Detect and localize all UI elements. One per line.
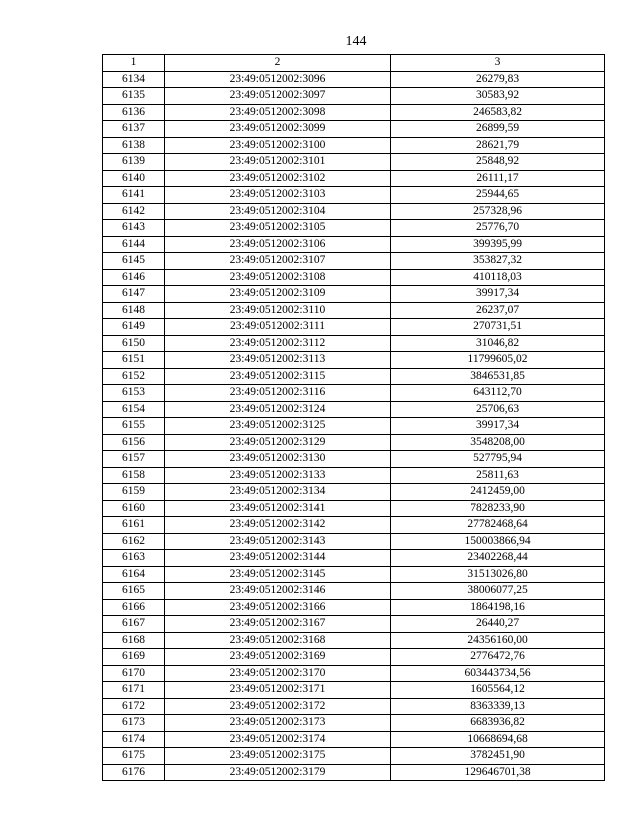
table-header-row (103, 55, 605, 72)
value-cell: 24356160,00 (391, 632, 605, 649)
cadastral-table (102, 54, 605, 781)
value-cell: 28621,79 (391, 137, 605, 154)
cadastral-number-cell: 23:49:0512002:3146 (165, 583, 391, 600)
cadastral-number-cell: 23:49:0512002:3110 (165, 302, 391, 319)
table-row (103, 319, 605, 336)
column-header: 1 (103, 55, 165, 72)
row-number-cell: 6174 (103, 731, 165, 748)
table-row (103, 682, 605, 699)
row-number-cell: 6154 (103, 401, 165, 418)
cadastral-number-cell: 23:49:0512002:3142 (165, 517, 391, 534)
cadastral-number-cell: 23:49:0512002:3168 (165, 632, 391, 649)
value-cell: 26899,59 (391, 121, 605, 138)
table-row (103, 385, 605, 402)
cadastral-number-cell: 23:49:0512002:3134 (165, 484, 391, 501)
value-cell: 643112,70 (391, 385, 605, 402)
value-cell: 1605564,12 (391, 682, 605, 699)
table-row (103, 137, 605, 154)
cadastral-number-cell: 23:49:0512002:3125 (165, 418, 391, 435)
cadastral-number-cell: 23:49:0512002:3109 (165, 286, 391, 303)
row-number-cell: 6161 (103, 517, 165, 534)
value-cell: 399395,99 (391, 236, 605, 253)
cadastral-number-cell: 23:49:0512002:3144 (165, 550, 391, 567)
row-number-cell: 6168 (103, 632, 165, 649)
table-row (103, 533, 605, 550)
row-number-cell: 6173 (103, 715, 165, 732)
table-row (103, 269, 605, 286)
row-number-cell: 6143 (103, 220, 165, 237)
row-number-cell: 6158 (103, 467, 165, 484)
value-cell: 31046,82 (391, 335, 605, 352)
row-number-cell: 6135 (103, 88, 165, 105)
value-cell: 26237,07 (391, 302, 605, 319)
cadastral-number-cell: 23:49:0512002:3105 (165, 220, 391, 237)
cadastral-number-cell: 23:49:0512002:3167 (165, 616, 391, 633)
value-cell: 3846531,85 (391, 368, 605, 385)
cadastral-number-cell: 23:49:0512002:3104 (165, 203, 391, 220)
value-cell: 603443734,56 (391, 665, 605, 682)
table-row (103, 665, 605, 682)
value-cell: 527795,94 (391, 451, 605, 468)
row-number-cell: 6141 (103, 187, 165, 204)
cadastral-number-cell: 23:49:0512002:3106 (165, 236, 391, 253)
cadastral-number-cell: 23:49:0512002:3179 (165, 764, 391, 781)
column-header: 2 (165, 55, 391, 72)
value-cell: 26279,83 (391, 71, 605, 88)
value-cell: 2412459,00 (391, 484, 605, 501)
cadastral-number-cell: 23:49:0512002:3130 (165, 451, 391, 468)
value-cell: 25706,63 (391, 401, 605, 418)
row-number-cell: 6175 (103, 748, 165, 765)
cadastral-number-cell: 23:49:0512002:3133 (165, 467, 391, 484)
value-cell: 31513026,80 (391, 566, 605, 583)
row-number-cell: 6165 (103, 583, 165, 600)
row-number-cell: 6162 (103, 533, 165, 550)
row-number-cell: 6155 (103, 418, 165, 435)
table-row (103, 517, 605, 534)
table-row (103, 632, 605, 649)
row-number-cell: 6157 (103, 451, 165, 468)
cadastral-number-cell: 23:49:0512002:3111 (165, 319, 391, 336)
cadastral-number-cell: 23:49:0512002:3174 (165, 731, 391, 748)
table-row (103, 170, 605, 187)
cadastral-number-cell: 23:49:0512002:3129 (165, 434, 391, 451)
value-cell: 11799605,02 (391, 352, 605, 369)
table-row (103, 401, 605, 418)
column-header: 3 (391, 55, 605, 72)
value-cell: 150003866,94 (391, 533, 605, 550)
table-row (103, 599, 605, 616)
value-cell: 1864198,16 (391, 599, 605, 616)
table-row (103, 418, 605, 435)
cadastral-number-cell: 23:49:0512002:3097 (165, 88, 391, 105)
table-row (103, 583, 605, 600)
row-number-cell: 6136 (103, 104, 165, 121)
cadastral-number-cell: 23:49:0512002:3115 (165, 368, 391, 385)
cadastral-number-cell: 23:49:0512002:3170 (165, 665, 391, 682)
cadastral-number-cell: 23:49:0512002:3141 (165, 500, 391, 517)
value-cell: 3548208,00 (391, 434, 605, 451)
table-row (103, 434, 605, 451)
table-row (103, 715, 605, 732)
row-number-cell: 6156 (103, 434, 165, 451)
table-row (103, 698, 605, 715)
row-number-cell: 6166 (103, 599, 165, 616)
table-row (103, 236, 605, 253)
cadastral-number-cell: 23:49:0512002:3103 (165, 187, 391, 204)
value-cell: 257328,96 (391, 203, 605, 220)
cadastral-number-cell: 23:49:0512002:3169 (165, 649, 391, 666)
table-row (103, 71, 605, 88)
value-cell: 7828233,90 (391, 500, 605, 517)
cadastral-number-cell: 23:49:0512002:3175 (165, 748, 391, 765)
cadastral-number-cell: 23:49:0512002:3101 (165, 154, 391, 171)
cadastral-number-cell: 23:49:0512002:3172 (165, 698, 391, 715)
value-cell: 246583,82 (391, 104, 605, 121)
row-number-cell: 6153 (103, 385, 165, 402)
row-number-cell: 6146 (103, 269, 165, 286)
cadastral-number-cell: 23:49:0512002:3124 (165, 401, 391, 418)
value-cell: 25776,70 (391, 220, 605, 237)
table-row (103, 550, 605, 567)
table-row (103, 731, 605, 748)
value-cell: 39917,34 (391, 286, 605, 303)
value-cell: 26440,27 (391, 616, 605, 633)
table-body (103, 71, 605, 781)
value-cell: 23402268,44 (391, 550, 605, 567)
row-number-cell: 6159 (103, 484, 165, 501)
row-number-cell: 6160 (103, 500, 165, 517)
row-number-cell: 6149 (103, 319, 165, 336)
value-cell: 30583,92 (391, 88, 605, 105)
value-cell: 25848,92 (391, 154, 605, 171)
table-row (103, 500, 605, 517)
table-row (103, 121, 605, 138)
table-row (103, 220, 605, 237)
cadastral-number-cell: 23:49:0512002:3173 (165, 715, 391, 732)
cadastral-number-cell: 23:49:0512002:3108 (165, 269, 391, 286)
row-number-cell: 6176 (103, 764, 165, 781)
cadastral-number-cell: 23:49:0512002:3143 (165, 533, 391, 550)
cadastral-number-cell: 23:49:0512002:3145 (165, 566, 391, 583)
value-cell: 25944,65 (391, 187, 605, 204)
table-row (103, 649, 605, 666)
value-cell: 26111,17 (391, 170, 605, 187)
row-number-cell: 6150 (103, 335, 165, 352)
table-row (103, 566, 605, 583)
row-number-cell: 6170 (103, 665, 165, 682)
value-cell: 6683936,82 (391, 715, 605, 732)
row-number-cell: 6148 (103, 302, 165, 319)
row-number-cell: 6137 (103, 121, 165, 138)
cadastral-number-cell: 23:49:0512002:3098 (165, 104, 391, 121)
table-row (103, 467, 605, 484)
row-number-cell: 6138 (103, 137, 165, 154)
value-cell: 25811,63 (391, 467, 605, 484)
table-row (103, 368, 605, 385)
table-row (103, 616, 605, 633)
cadastral-number-cell: 23:49:0512002:3100 (165, 137, 391, 154)
value-cell: 129646701,38 (391, 764, 605, 781)
cadastral-number-cell: 23:49:0512002:3171 (165, 682, 391, 699)
row-number-cell: 6144 (103, 236, 165, 253)
row-number-cell: 6152 (103, 368, 165, 385)
table-row (103, 187, 605, 204)
table-row (103, 253, 605, 270)
cadastral-number-cell: 23:49:0512002:3096 (165, 71, 391, 88)
row-number-cell: 6151 (103, 352, 165, 369)
value-cell: 2776472,76 (391, 649, 605, 666)
value-cell: 410118,03 (391, 269, 605, 286)
cadastral-number-cell: 23:49:0512002:3099 (165, 121, 391, 138)
table-row (103, 154, 605, 171)
row-number-cell: 6172 (103, 698, 165, 715)
row-number-cell: 6142 (103, 203, 165, 220)
table-row (103, 104, 605, 121)
row-number-cell: 6164 (103, 566, 165, 583)
row-number-cell: 6145 (103, 253, 165, 270)
row-number-cell: 6169 (103, 649, 165, 666)
row-number-cell: 6139 (103, 154, 165, 171)
table-row (103, 335, 605, 352)
cadastral-number-cell: 23:49:0512002:3166 (165, 599, 391, 616)
table-row (103, 352, 605, 369)
page-number: 144 (345, 34, 367, 49)
row-number-cell: 6147 (103, 286, 165, 303)
table-row (103, 484, 605, 501)
table-row (103, 302, 605, 319)
value-cell: 353827,32 (391, 253, 605, 270)
table-row (103, 451, 605, 468)
table-row (103, 203, 605, 220)
value-cell: 38006077,25 (391, 583, 605, 600)
cadastral-number-cell: 23:49:0512002:3116 (165, 385, 391, 402)
row-number-cell: 6140 (103, 170, 165, 187)
row-number-cell: 6163 (103, 550, 165, 567)
table-row (103, 748, 605, 765)
cadastral-number-cell: 23:49:0512002:3107 (165, 253, 391, 270)
table-row (103, 286, 605, 303)
row-number-cell: 6167 (103, 616, 165, 633)
value-cell: 3782451,90 (391, 748, 605, 765)
cadastral-number-cell: 23:49:0512002:3112 (165, 335, 391, 352)
value-cell: 27782468,64 (391, 517, 605, 534)
cadastral-number-cell: 23:49:0512002:3113 (165, 352, 391, 369)
value-cell: 270731,51 (391, 319, 605, 336)
table-row (103, 764, 605, 781)
value-cell: 39917,34 (391, 418, 605, 435)
row-number-cell: 6134 (103, 71, 165, 88)
value-cell: 10668694,68 (391, 731, 605, 748)
cadastral-number-cell: 23:49:0512002:3102 (165, 170, 391, 187)
row-number-cell: 6171 (103, 682, 165, 699)
table-row (103, 88, 605, 105)
value-cell: 8363339,13 (391, 698, 605, 715)
